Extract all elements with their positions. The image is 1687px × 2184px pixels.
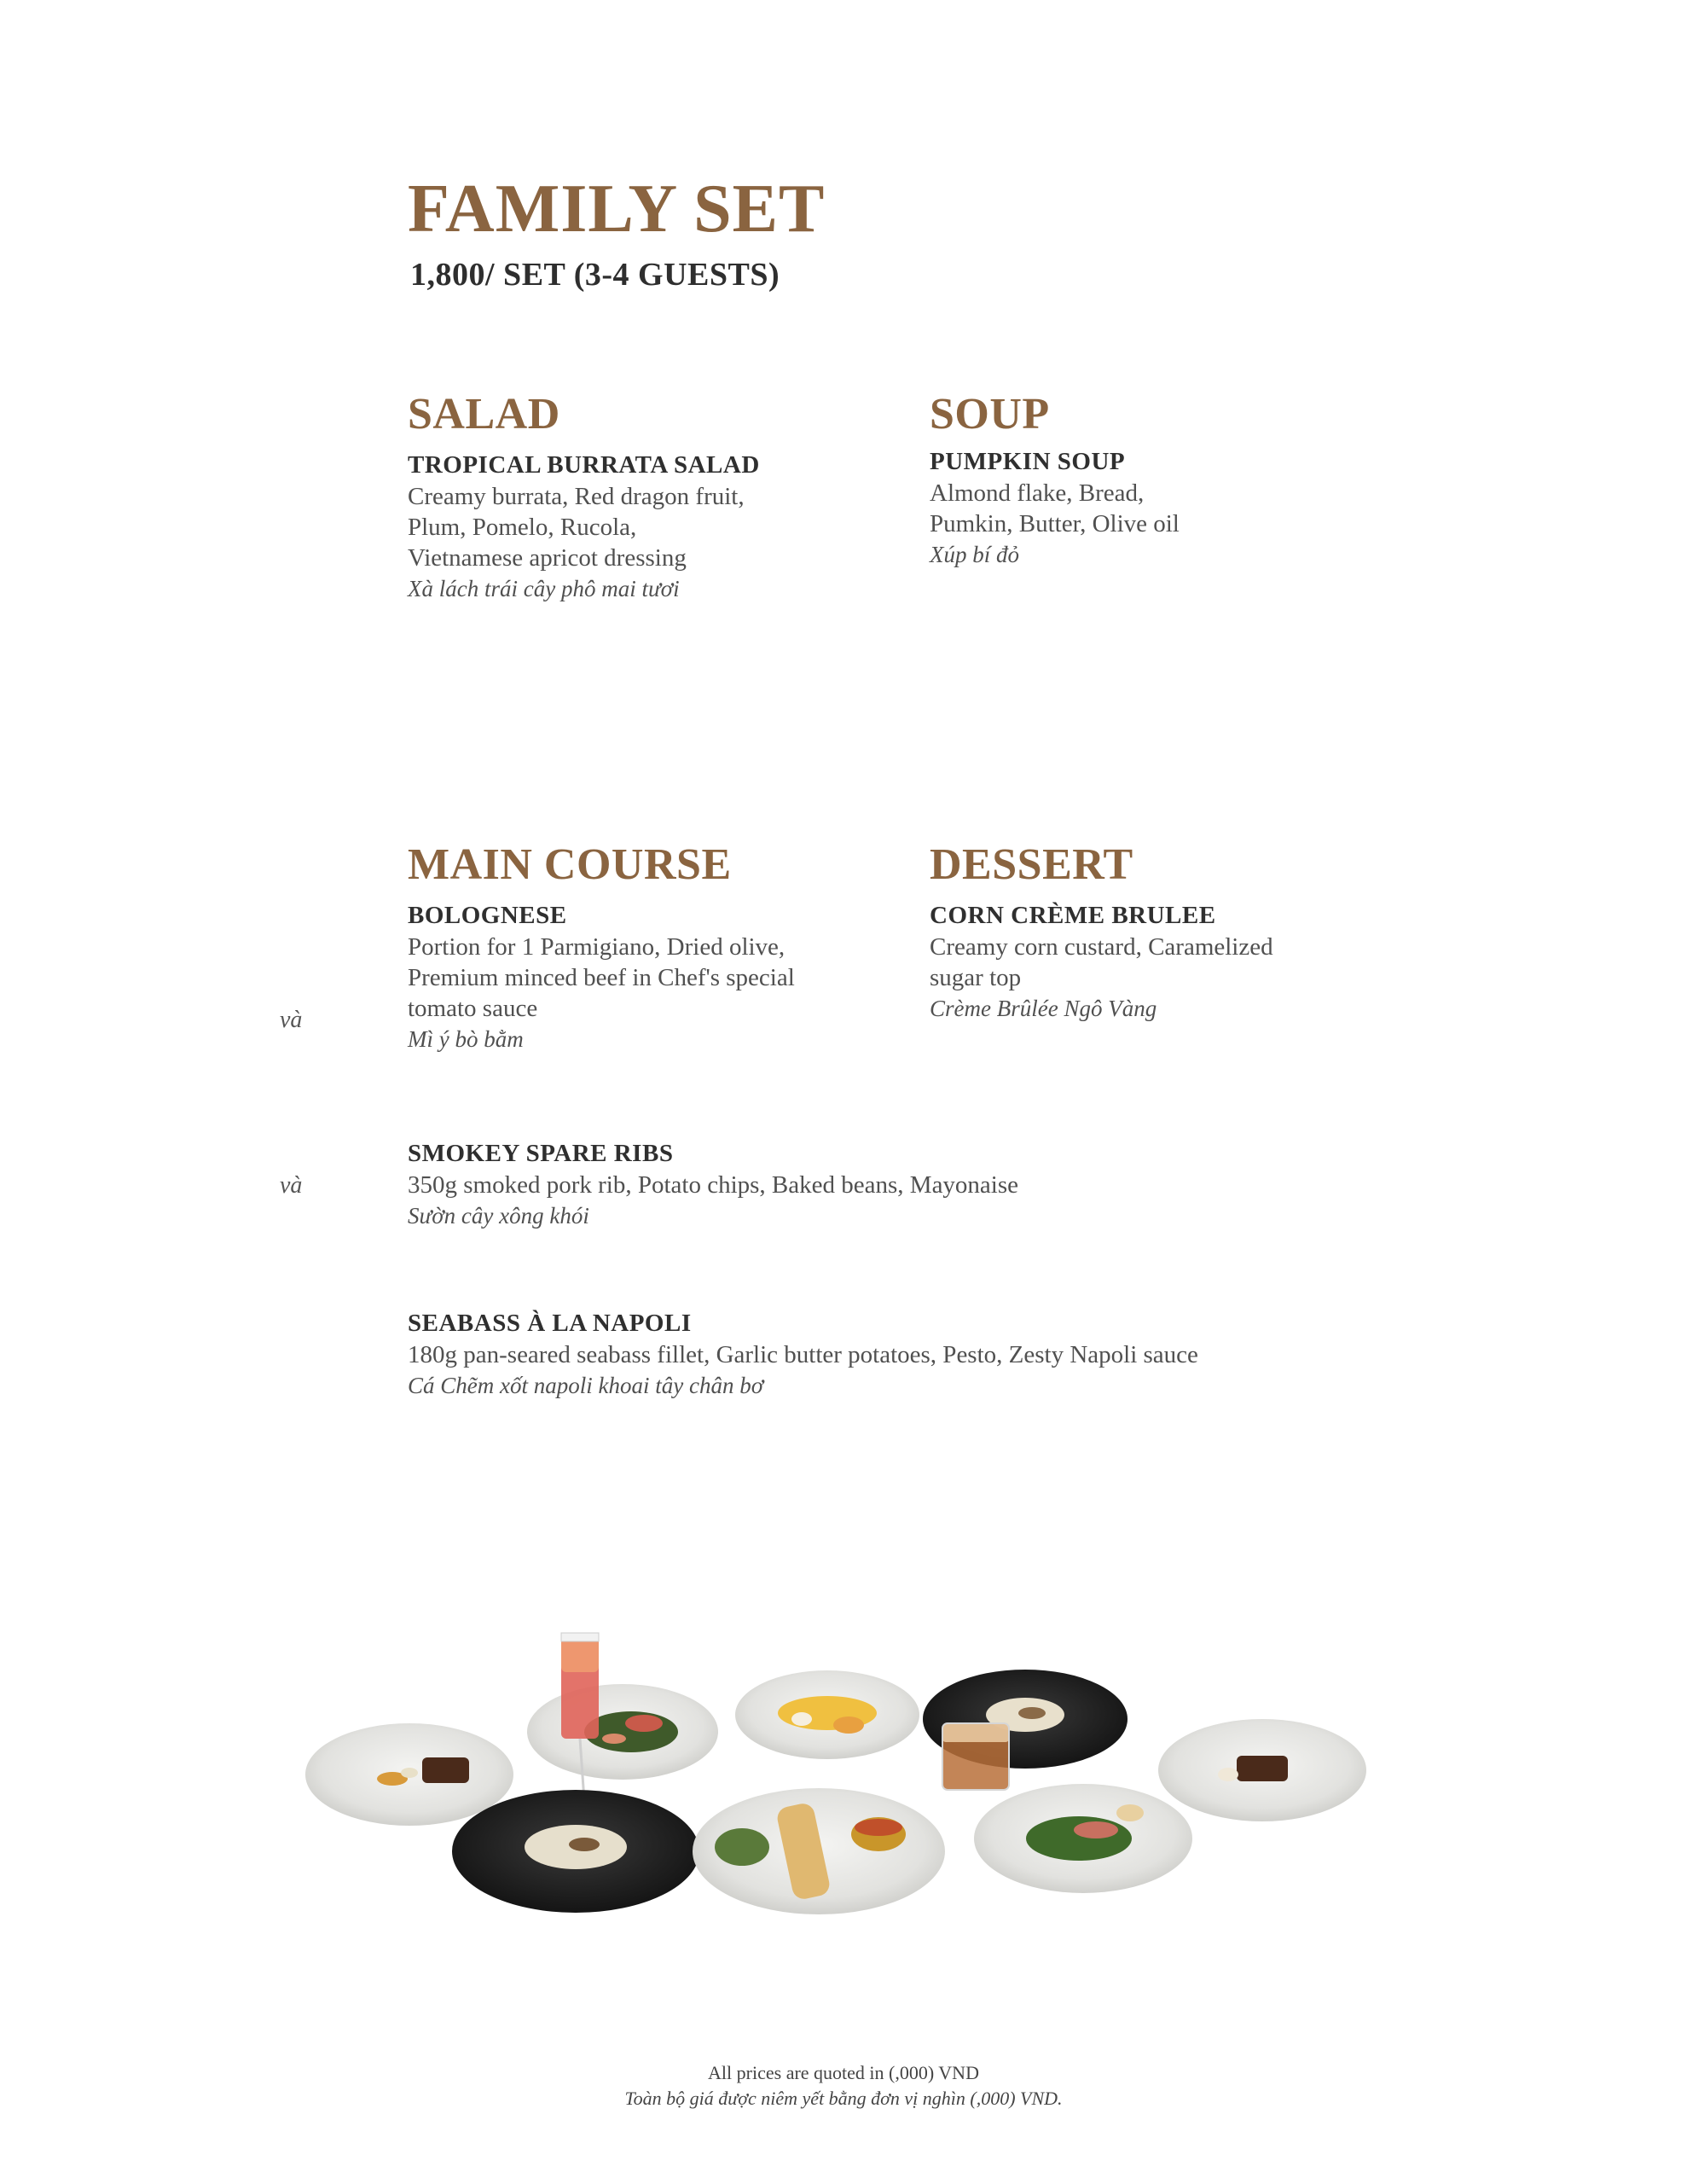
bolognese-desc-line: Premium minced beef in Chef's special <box>408 964 795 991</box>
food-plates-photo <box>290 1604 1382 1945</box>
dessert-vietnamese-name: Crème Brûlée Ngô Vàng <box>930 996 1157 1021</box>
ribs-vietnamese-name: Sườn cây xông khói <box>408 1203 589 1228</box>
plate-dessert <box>735 1670 919 1759</box>
dessert-description <box>930 932 1273 993</box>
dessert-section <box>930 839 1273 1024</box>
seabass-item <box>408 1310 1198 1401</box>
bolognese-vietnamese-name: Mì ý bò bằm <box>408 1026 524 1052</box>
seabass-description: 180g pan-seared seabass fillet, Garlic butter potatoes, Pesto, Zesty Napoli sauce <box>408 1341 1198 1368</box>
soup-desc-line: Almond flake, Bread, <box>930 479 1145 507</box>
plate-salad-front <box>974 1784 1192 1893</box>
dessert-heading: DESSERT <box>930 840 1133 889</box>
bolognese-description <box>408 932 795 1024</box>
plate-ribs-right <box>1158 1719 1366 1821</box>
salad-dish-name: TROPICAL BURRATA SALAD <box>408 451 760 479</box>
dessert-desc-line: Creamy corn custard, Caramelized <box>930 933 1273 961</box>
plate-ribs-left <box>305 1723 513 1826</box>
dessert-dish-name: CORN CRÈME BRULEE <box>930 902 1216 929</box>
price-note-vietnamese: Toàn bộ giá được niêm yết bằng đơn vị nghìn (,000) VND. <box>624 2088 1063 2109</box>
soup-vietnamese-name: Xúp bí đỏ <box>930 542 1019 567</box>
salad-vietnamese-name: Xà lách trái cây phô mai tươi <box>408 576 680 601</box>
salad-description <box>408 481 760 573</box>
plate-salad-back <box>527 1684 718 1780</box>
seabass-vietnamese-name: Cá Chẽm xốt napoli khoai tây chân bơ <box>408 1373 764 1398</box>
salad-desc-line: Vietnamese apricot dressing <box>408 544 687 572</box>
main-course-section <box>408 839 795 1054</box>
bolognese-desc-line: tomato sauce <box>408 995 538 1022</box>
dessert-desc-line: sugar top <box>930 964 1022 991</box>
salad-desc-line: Creamy burrata, Red dragon fruit, <box>408 483 745 510</box>
plate-main-front <box>693 1788 945 1914</box>
salad-heading: SALAD <box>408 390 560 439</box>
soup-dish-name: PUMPKIN SOUP <box>930 448 1126 475</box>
salad-desc-line: Plum, Pomelo, Rucola, <box>408 514 637 541</box>
soup-description <box>930 478 1180 539</box>
connector-and: và <box>280 1007 303 1033</box>
set-price: 1,800/ SET (3-4 GUESTS) <box>410 257 780 293</box>
page-title: FAMILY SET <box>408 171 826 247</box>
ribs-dish-name: SMOKEY SPARE RIBS <box>408 1140 674 1167</box>
ribs-item <box>408 1140 1018 1231</box>
plate-soup-front <box>452 1790 699 1913</box>
bolognese-dish-name: BOLOGNESE <box>408 902 567 929</box>
bolognese-desc-line: Portion for 1 Parmigiano, Dried olive, <box>408 933 786 961</box>
price-note: All prices are quoted in (,000) VND <box>708 2062 979 2083</box>
seabass-dish-name: SEABASS À LA NAPOLI <box>408 1310 692 1337</box>
soup-desc-line: Pumkin, Butter, Olive oil <box>930 510 1180 537</box>
soup-heading: SOUP <box>930 390 1050 439</box>
whiskey-glass <box>942 1723 1009 1790</box>
main-course-heading: MAIN COURSE <box>408 840 732 889</box>
soup-section <box>930 389 1180 570</box>
salad-section <box>408 389 760 604</box>
connector-and: và <box>280 1172 303 1199</box>
ribs-description: 350g smoked pork rib, Potato chips, Baked beans, Mayonaise <box>408 1171 1019 1199</box>
